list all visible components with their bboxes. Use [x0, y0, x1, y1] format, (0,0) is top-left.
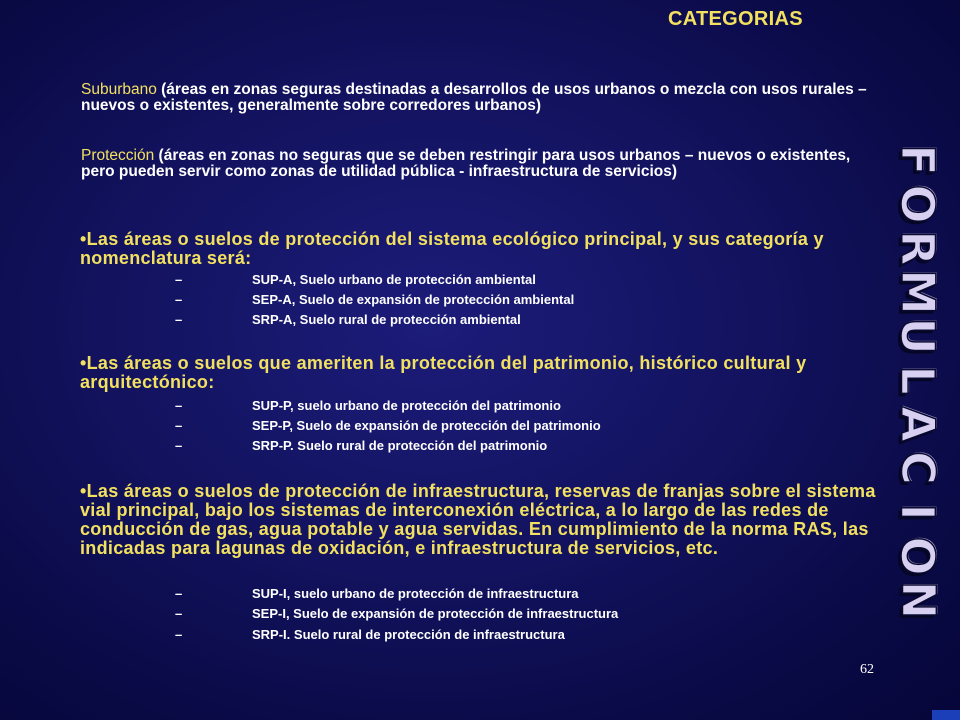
vertical-letter: R — [890, 230, 945, 266]
sub-item: – SUP-I, suelo urbano de protección de infraestructura — [175, 586, 579, 601]
sub-item: – SUP-P, suelo urbano de protección del patrimonio — [175, 398, 561, 413]
vertical-letter: N — [891, 580, 945, 620]
paragraph-suburbano — [81, 82, 881, 114]
vertical-letter: I — [891, 503, 945, 521]
corner-accent — [932, 710, 960, 720]
vertical-letter: L — [891, 365, 945, 395]
sub-item: – SRP-I. Suelo rural de protección de infraestructura — [175, 627, 565, 642]
sub-item: – SEP-I, Suelo de expansión de protección de infraestructura — [175, 606, 619, 621]
sub-item: – SRP-A, Suelo rural de protección ambiental — [175, 312, 521, 327]
bullet-infraestructura: •Las áreas o suelos de protección de infraestructura, reservas de franjas sobre el sistema vial principal, bajo los sistemas de interconexión eléctrica, a lo largo de las redes de conducción de gas, agua potable y agua servidas. En cumplimiento de la norma RAS, las indicadas para lagunas de oxidación, e infraestructura de servicios, etc. — [80, 481, 876, 558]
slide-title: CATEGORIAS — [668, 8, 803, 30]
sub-item: – SUP-A, Suelo urbano de protección ambiental — [175, 272, 536, 287]
vertical-letter: O — [890, 184, 945, 224]
paragraph-lead: Suburbano — [81, 81, 157, 98]
sub-item: – SEP-A, Suelo de expansión de protección ambiental — [175, 292, 575, 307]
vertical-letter: O — [890, 536, 945, 576]
vertical-word-formulacion — [878, 138, 958, 620]
sub-item: – SEP-P, Suelo de expansión de protección del patrimonio — [175, 418, 601, 433]
bullet-patrimonio: •Las áreas o suelos que ameriten la protección del patrimonio, histórico cultural y arquitectónico: — [80, 353, 807, 392]
page-number: 62 — [860, 662, 874, 677]
bullet-ecologico: •Las áreas o suelos de protección del sistema ecológico principal, y sus categoría y nomenclatura será: — [80, 229, 824, 268]
vertical-letter: F — [891, 144, 945, 176]
vertical-letter: C — [890, 451, 945, 485]
vertical-letter: U — [890, 317, 945, 355]
paragraph-text: (áreas en zonas no seguras que se deben restringir para usos urbanos – nuevos o existentes, pero pueden servir como zonas de utilidad pública - infraestructura de servicios) — [81, 147, 851, 180]
paragraph-proteccion — [81, 148, 881, 180]
paragraph-lead: Protección — [81, 147, 155, 164]
sub-item: – SRP-P. Suelo rural de protección del patrimonio — [175, 438, 548, 453]
vertical-letter: M — [891, 269, 945, 315]
paragraph-text: (áreas en zonas seguras destinadas a desarrollos de usos urbanos o mezcla con usos rurales – nuevos o existentes, generalmente sobre corredores urbanos) — [81, 81, 867, 114]
vertical-letter: A — [890, 406, 945, 442]
